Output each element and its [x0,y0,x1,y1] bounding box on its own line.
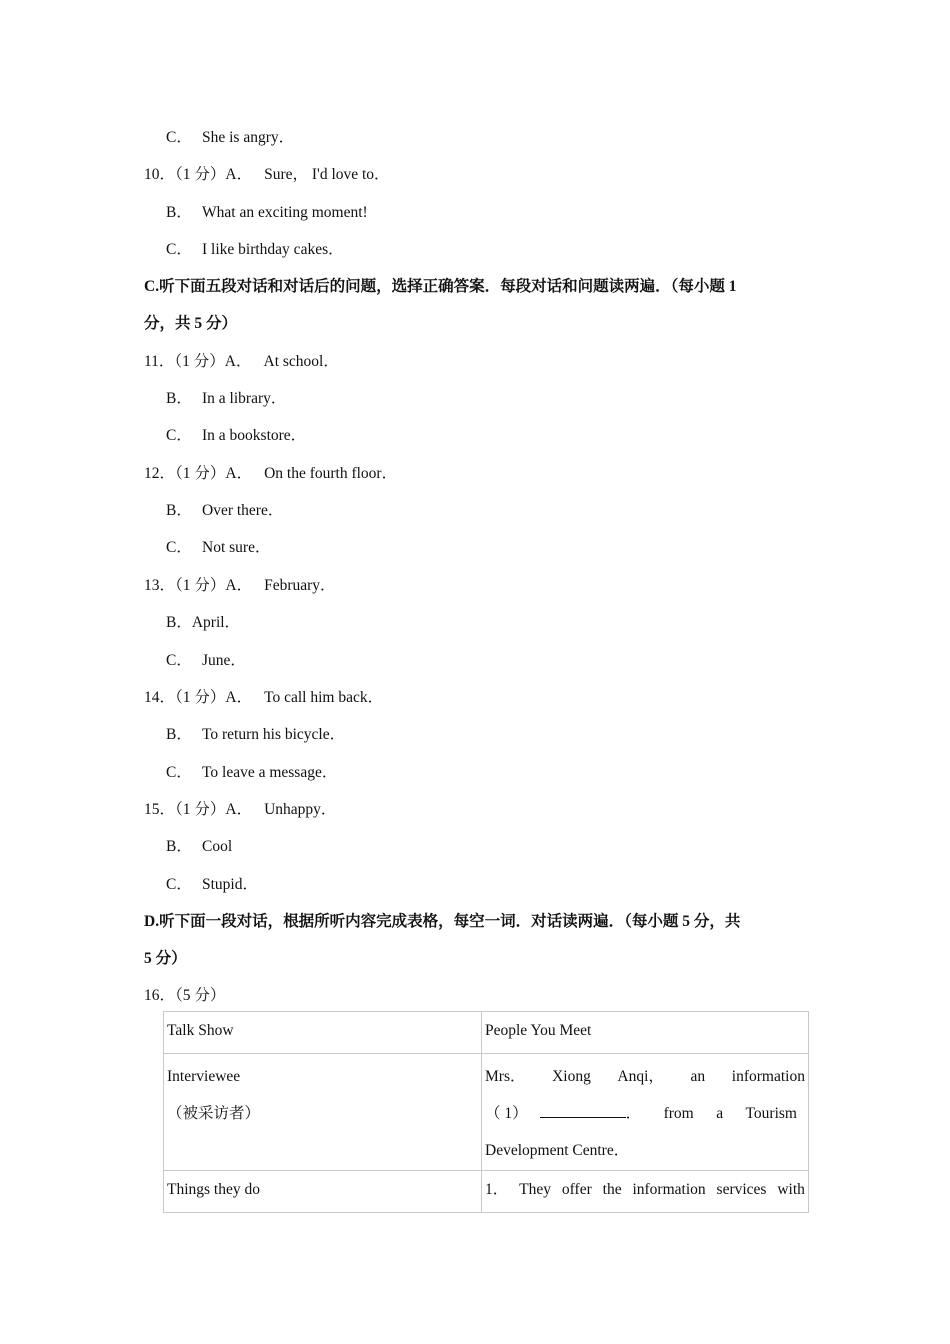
interviewee-line-1: Mrs． Xiong Anqi， an information [485,1068,805,1085]
q11-option-b: B． In a library． [166,390,287,407]
table-cell: Things they do [164,1171,482,1213]
table-row [164,1171,809,1213]
q9-option-c: C． She is angry． [166,129,295,146]
table-cell: Interviewee （被采访者） [164,1054,482,1171]
q13-option-a: 13．（1 分）A． February． [144,577,336,594]
q10-option-b: B． What an exciting moment! [166,204,368,221]
interviewee-line-3: Development Centre． [485,1142,630,1159]
table-row [164,1012,809,1054]
table-cell [482,1171,809,1213]
q10-option-a: 10．（1 分）A． Sure， I'd love to． [144,166,390,183]
q14-option-a: 14．（1 分）A． To call him back． [144,689,384,706]
q11-option-a: 11．（1 分）A． At school． [144,353,339,370]
q12-option-b: B． Over there． [166,502,284,519]
table-cell: Talk Show [164,1012,482,1054]
answer-blank-1[interactable] [540,1101,626,1118]
table-cell: People You Meet [482,1012,809,1054]
q13-option-c: C． June． [166,652,246,669]
table-row [164,1054,809,1171]
section-c-heading-line1: C.听下面五段对话和对话后的问题，选择正确答案．每段对话和问题读两遍．（每小题 1 [144,278,737,295]
section-d-heading-line1: D.听下面一段对话，根据所听内容完成表格，每空一词．对话读两遍．（每小题 5 分，共 [144,913,741,930]
q12-option-a: 12．（1 分）A． On the fourth floor． [144,465,398,482]
q10-option-c: C． I like birthday cakes． [166,241,344,258]
q11-option-c: C． In a bookstore． [166,427,307,444]
q15-option-c: C． Stupid． [166,876,258,893]
q15-option-a: 15．（1 分）A． Unhappy． [144,801,337,818]
talk-show-table [163,1011,809,1213]
q14-option-c: C． To leave a message． [166,764,338,781]
q15-option-b: B． Cool [166,838,233,855]
q12-option-c: C． Not sure． [166,539,271,556]
table-cell [482,1054,809,1171]
things-line-1: 1． They offer the information services with [485,1181,805,1198]
q16-heading: 16．（5 分） [144,987,226,1004]
section-d-heading-line2: 5 分） [144,950,187,967]
q13-option-b: B．April． [166,614,241,631]
interviewee-line-2: （ 1） ． from a Tourism [485,1095,805,1132]
q14-option-b: B． To return his bicycle． [166,726,346,743]
section-c-heading-line2: 分，共 5 分） [144,315,238,332]
